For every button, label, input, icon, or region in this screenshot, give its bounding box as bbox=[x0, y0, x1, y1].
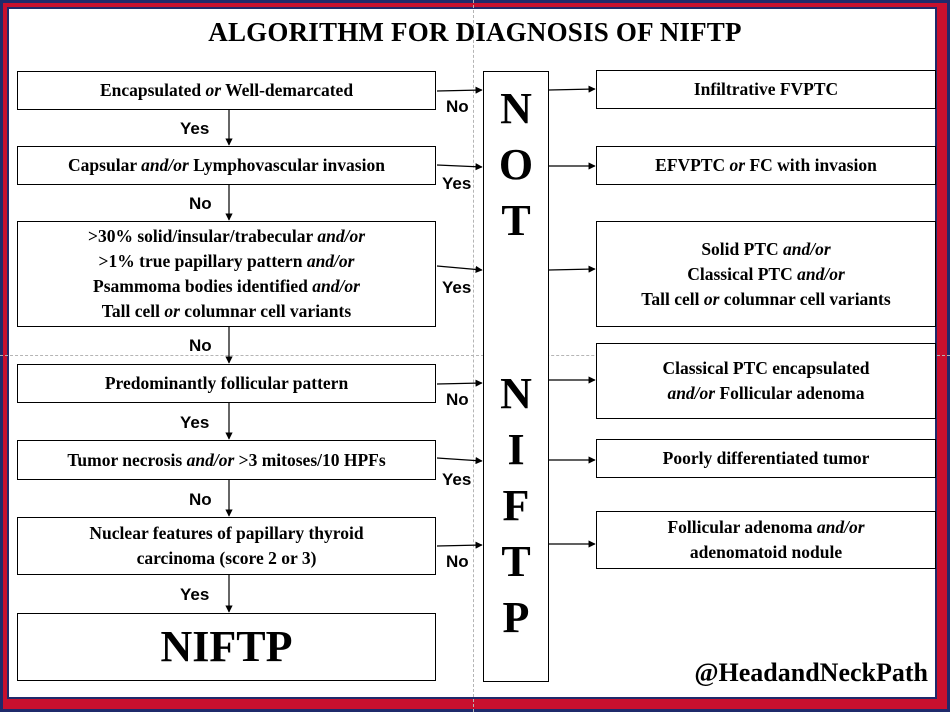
side-label-4: No bbox=[446, 390, 469, 409]
italic-connector: and/or bbox=[186, 449, 235, 470]
italic-connector: or bbox=[164, 301, 180, 321]
text-segment: Predominantly follicular pattern bbox=[104, 373, 349, 393]
side-arrow-2 bbox=[437, 165, 482, 167]
italic-connector: and/or bbox=[816, 517, 865, 537]
outcome-arrow-1 bbox=[549, 89, 595, 90]
side-arrow-3 bbox=[437, 266, 482, 270]
column-letter-n: N bbox=[500, 369, 532, 418]
italic-connector: or bbox=[205, 80, 222, 100]
text-segment: Infiltrative FVPTC bbox=[693, 79, 839, 99]
text-segment: Follicular adenoma bbox=[667, 517, 817, 537]
column-letter-i: I bbox=[507, 425, 525, 474]
text-segment: Solid PTC bbox=[701, 238, 784, 259]
italic-connector: and/or bbox=[667, 383, 716, 403]
text-segment: >3 mitoses/10 HPFs bbox=[234, 449, 386, 470]
text-segment: Classical PTC encapsulated bbox=[662, 358, 870, 378]
text-segment: Lymphovascular invasion bbox=[188, 155, 385, 175]
text-segment: columnar cell variants bbox=[719, 288, 891, 309]
side-label-2: Yes bbox=[442, 174, 472, 193]
text-segment: EFVPTC bbox=[655, 155, 730, 175]
column-letter-n: N bbox=[500, 84, 532, 133]
side-arrow-4 bbox=[437, 383, 482, 384]
italic-connector: and/or bbox=[783, 238, 831, 259]
italic-connector: and/or bbox=[141, 155, 189, 175]
text-segment: Tall cell bbox=[641, 288, 704, 309]
down-label-2: No bbox=[189, 194, 212, 213]
final-niftp-label: NIFTP bbox=[160, 622, 293, 671]
side-arrow-5 bbox=[437, 458, 482, 461]
down-label-3: No bbox=[189, 336, 212, 355]
text-segment: FC with invasion bbox=[745, 155, 877, 175]
side-label-3: Yes bbox=[442, 278, 472, 297]
column-letter-f: F bbox=[502, 481, 530, 530]
text-segment: >30% solid/insular/trabecular bbox=[87, 226, 318, 246]
column-letter-t: T bbox=[501, 537, 531, 586]
side-label-1: No bbox=[446, 97, 469, 116]
italic-connector: or bbox=[703, 288, 720, 309]
down-label-6: Yes bbox=[180, 585, 210, 604]
italic-connector: and/or bbox=[317, 226, 366, 246]
text-segment: carcinoma (score 2 or 3) bbox=[136, 548, 317, 568]
italic-connector: and/or bbox=[312, 276, 360, 296]
italic-connector: or bbox=[729, 155, 746, 175]
text-segment: Capsular bbox=[68, 155, 142, 175]
text-segment: Tumor necrosis bbox=[67, 449, 187, 470]
text-segment: Poorly differentiated tumor bbox=[662, 448, 870, 468]
outcome-arrow-3 bbox=[549, 269, 595, 270]
side-arrow-1 bbox=[437, 90, 482, 91]
text-segment: adenomatoid nodule bbox=[689, 542, 843, 562]
text-segment: Encapsulated bbox=[99, 80, 206, 100]
text-segment: Nuclear features of papillary thyroid bbox=[89, 523, 364, 543]
italic-connector: and/or bbox=[797, 263, 845, 284]
diagram-title: ALGORITHM FOR DIAGNOSIS OF NIFTP bbox=[208, 17, 742, 47]
text-segment: Follicular adenoma bbox=[715, 383, 865, 403]
column-letter-p: P bbox=[502, 593, 530, 642]
text-segment: columnar cell variants bbox=[179, 301, 352, 321]
author-handle: @HeadandNeckPath bbox=[694, 658, 928, 687]
side-arrow-6 bbox=[437, 545, 482, 546]
text-segment: Tall cell bbox=[101, 301, 165, 321]
text-segment: >1% true papillary pattern bbox=[98, 251, 307, 271]
text-segment: Well-demarcated bbox=[221, 80, 354, 100]
down-label-4: Yes bbox=[180, 413, 210, 432]
italic-connector: and/or bbox=[306, 251, 355, 271]
column-letter-o: O bbox=[498, 140, 534, 189]
down-label-5: No bbox=[189, 490, 212, 509]
side-label-6: No bbox=[446, 552, 469, 571]
text-segment: Psammoma bodies identified bbox=[93, 276, 313, 296]
text-segment: Classical PTC bbox=[687, 263, 798, 284]
down-label-1: Yes bbox=[180, 119, 210, 138]
side-label-5: Yes bbox=[442, 470, 472, 489]
column-letter-t: T bbox=[501, 196, 531, 245]
